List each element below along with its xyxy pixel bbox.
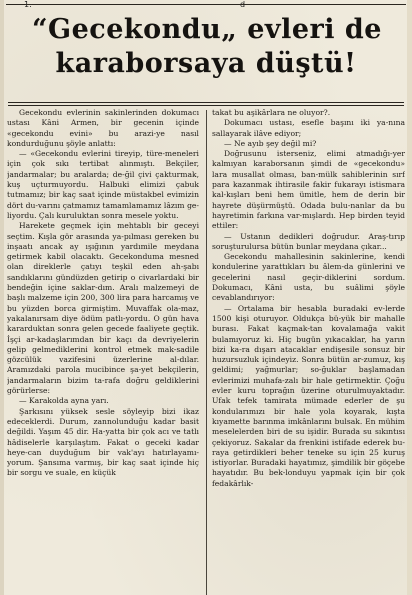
article-paragraph: Gecekondu evlerinin sakinlerinden dokumacı ustası Kâni Armen, bir gecenin içinde «gecekondu evini» bu arazi-ye nasıl kondurduğunu şöyle anlattı:	[7, 108, 199, 148]
column-rule	[206, 110, 207, 595]
page-edge-left	[0, 0, 4, 595]
top-strip	[10, 0, 402, 12]
article-paragraph: — Ustanın dedikleri doğrudur. Araş-tırıp soruşturulursa bütün bunlar meydana çıkar...	[212, 231, 405, 251]
article-column-right	[212, 108, 405, 595]
article-paragraph: Gecekondu mahallesinin sakinlerine, kendi kondulerine yarattıkları bu âlem-da günlerini ve gecelerini nasıl geçir-diklerini sordum. Dokumacı, Kâni usta, bu suâlimi şöyle cevablandırıyor:	[212, 252, 405, 303]
article-paragraph: — «Gecekondu evlerini tireyip, türe-meneleri için çok sıkı tertibat alınmıştı. Bekçiler, jandarmalar; bu aralarda; de-ğil çivi çakturmak, kuş uçturmuyordu. Halbuki elimizi çabuk tutmamız; bir kaç saat içinde müstakbel evimizin dört du-varını çatmamız tamamlamamız lâzım ge-liyordu. Çalı kuruluktan sonra mesele yoktu.	[7, 149, 199, 220]
article-paragraph: takat bu aşikârlara ne oluyor?.	[212, 108, 331, 117]
headline-divider	[8, 102, 404, 106]
headline-line-2: karaborsaya düştü!	[55, 48, 357, 79]
page-edge-right	[407, 0, 412, 595]
article-paragraph: Harekete geçmek için mehtablı bir geceyi seçtim. Kışla gör arasında ya-pılması gereken bu inşaatı ancak ay ışığının yardımile meydana getirmek kabil olacaktı. Gecekonduma mesned olan direklerle çatıyı teşkil eden ah-şabı sandıklarını gündüzden getirip o civarlardaki bir bendeğin içine saklar-dım. Aralı malzemeyi de başlı malzeme için 200, 300 lira para harcamış ve bu yüzden borca girmiştim. Muvaffak ola-maz, yakalanırsam diye ödüm patlı-yordu. O gün hava kararduktan sonra gelen gecede faaliyete geçtik. İşçi ar-kadaşlarımdan bir kaçı da devriyelerin gelip gelmediklerini kontrol etmek mak-sadile gözcülük vazifesini üzerlerine al-dılar. Aramızdaki parola mucibince şa-yet bekçilerin, jandarmaların bizim ta-rafa doğru geldiklerini görürlerse:	[7, 221, 199, 396]
headline	[0, 14, 412, 81]
article-paragraph: — Ne ayıb şey değil mi?	[224, 138, 317, 148]
article-paragraph: Şarkısını yüksek sesle söyleyip bizi ikaz edeceklerdi. Durum, zannolunduğu kadar basit değildi. Yaşım 45 dir. Ha-yatta bir çok acı ve tatlı hâdiselerle karşılaştım. Fakat o geceki kadar heye-can duyduğum bir vak'ayı hatırlayamı-yorum. Şansıma varmış, bir kaç saat içinde hiç bir sorgu ve suale, en küçük	[7, 406, 199, 478]
top-rule	[6, 4, 406, 5]
article-paragraph: Doğrusunu isterseniz, elimi atmadığı-yer kalmıyan karaborsanın şimdi de «gecekondu» lara musallat olması, ban-mülk sahiblerinin sırf para kazanmak ihtirasile fakir fukarayı istismara kal-kışları beni hem ümitle, hem de derin bir hayrete düşürmüştü. Odada bulu-nanlar da bu hayretimin farkına var-mışlardı. Hep birden teyid ettiler:	[212, 149, 405, 231]
article-column-left	[7, 108, 199, 595]
article-paragraph: — Karakolda ayna yarı.	[19, 396, 109, 406]
article-paragraph: Dokumacı ustası, esefle başını iki ya-nına sallayarak ilâve ediyor;	[212, 118, 405, 138]
article-paragraph: — Ortalama bir hesabla buradaki ev-lerde 1500 kişi oturuyor. Oldukça bü-yük bir mahalle burası. Fakat kaçmak-tan kovalamağa vakit bulamıyoruz ki. Hiç bugün yıkacaklar, ha yarın bizi ka-ra dışarı atacaklar endişesile sonsuz bir huzursuzluk içindeyiz. Sonra bütün ar-zumuz, kış geldimi; yağmurlar; so-ğuklar başlamadan evlerimizi muhafa-zalı bir hale getirmektir. Çoğu evler kuru toprağın üzerine oturulmuyaktadır. Ufak tefek tamirata mümade ederler de şu kondularımızı bir hale yola koyarak, kışta kıyamette barınma imkânlarını bulsak. En mühim meselelerden biri de su işidir. Burada su sıkıntısı çekiyoruz. Sakalar da frenkini istifade ederek bu-raya getirdikleri beher teneke su için 25 kuruş istiyorlar. Buradaki hayatımız, şimdilik bir göçebe hayatıdır. Bu bek-londuyu yapmak için bir çok fedakârlık-	[212, 303, 405, 488]
headline-line-1: “Gecekondu„ evleri de	[32, 14, 382, 45]
